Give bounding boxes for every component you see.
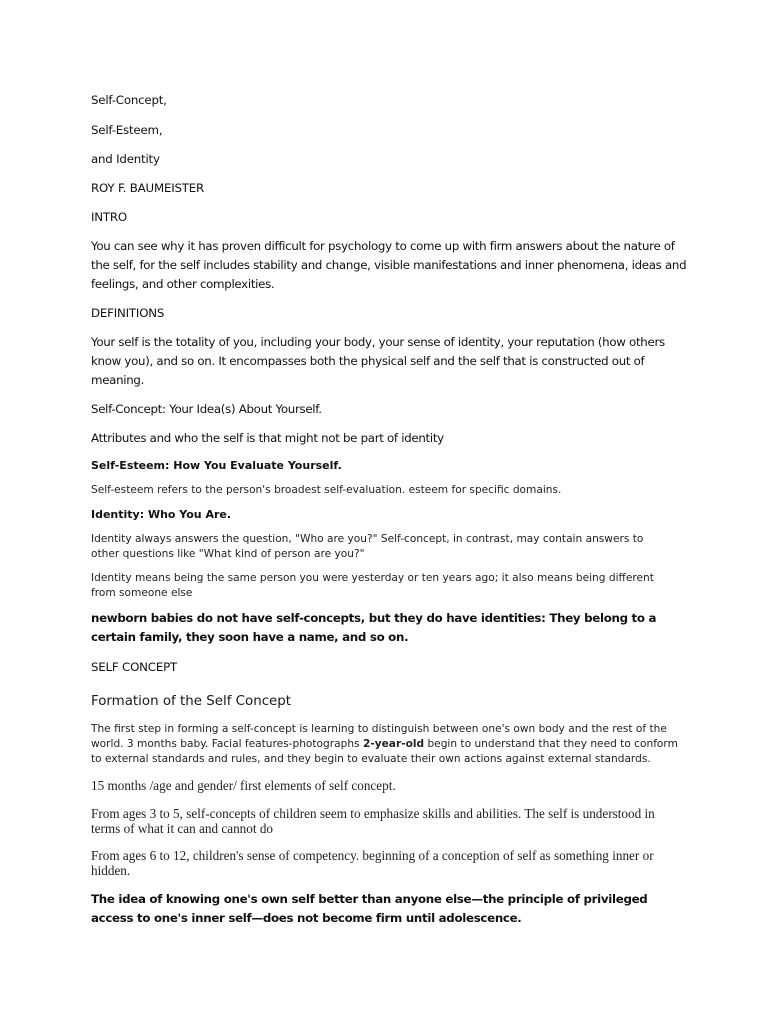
months-line: 15 months /age and gender/ first elements of self concept. bbox=[91, 778, 396, 793]
identity-text-1: Identity always answers the question, "Who are you?" Self-concept, in contrast, may contain answers to other questions like "What kind of person are you?" bbox=[91, 533, 644, 560]
formation-text-part-1: The first step in forming a self-concept is learning to distinguish between one's own body and the rest of the world. 3 months baby. Facial features-photographs bbox=[91, 723, 667, 750]
intro-heading: INTRO bbox=[91, 210, 127, 224]
formation-text-bold: 2-year-old bbox=[362, 738, 425, 750]
formation-heading: Formation of the Self Concept bbox=[91, 694, 292, 709]
intro-paragraph: You can see why it has proven difficult for psychology to come up with firm answers about the nature of the self, for the self includes stability and change, visible manifestations and inner phenomena, ideas and feelings, and other complexities. bbox=[91, 239, 687, 291]
title-line-3: and Identity bbox=[91, 152, 160, 166]
privileged-access-paragraph: The idea of knowing one's own self better than anyone else—the principle of privileged access to one's inner self—does not become firm until adolescence. bbox=[91, 892, 648, 925]
self-concept-heading: SELF CONCEPT bbox=[91, 660, 178, 674]
self-esteem-text: Self-esteem refers to the person's broadest self-evaluation. esteem for specific domains. bbox=[91, 484, 562, 496]
ages-3-5-paragraph: From ages 3 to 5, self-concepts of children seem to emphasize skills and abilities. The self is understood in terms of what it can and cannot do bbox=[91, 806, 655, 836]
definitions-heading: DEFINITIONS bbox=[91, 306, 165, 320]
formation-paragraph bbox=[91, 722, 681, 767]
ages-6-12-paragraph: From ages 6 to 12, children's sense of competency. beginning of a conception of self as something inner or hidden. bbox=[91, 848, 654, 878]
definitions-paragraph: Your self is the totality of you, including your body, your sense of identity, your reputation (how others know you), and so on. It encompasses both the physical self and the self that is constructed out of meaning. bbox=[91, 335, 665, 387]
attributes-line: Attributes and who the self is that might not be part of identity bbox=[91, 431, 444, 445]
formation-text-part-2: begin to understand that they need to conform to external standards and rules, and they begin to evaluate their own actions against external standards. bbox=[91, 738, 678, 765]
newborn-paragraph: newborn babies do not have self-concepts, but they do have identities: They belong to a certain family, they soon have a name, and so on. bbox=[91, 611, 657, 644]
self-esteem-heading: Self-Esteem: How You Evaluate Yourself. bbox=[91, 459, 342, 472]
author-name: ROY F. BAUMEISTER bbox=[91, 181, 205, 195]
identity-text-2: Identity means being the same person you were yesterday or ten years ago; it also means being different from someone else bbox=[91, 572, 654, 599]
title-line-2: Self-Esteem, bbox=[91, 123, 163, 137]
self-concept-line: Self-Concept: Your Idea(s) About Yourself. bbox=[91, 402, 322, 416]
identity-heading: Identity: Who You Are. bbox=[91, 508, 232, 521]
title-line-1: Self-Concept, bbox=[91, 93, 167, 107]
